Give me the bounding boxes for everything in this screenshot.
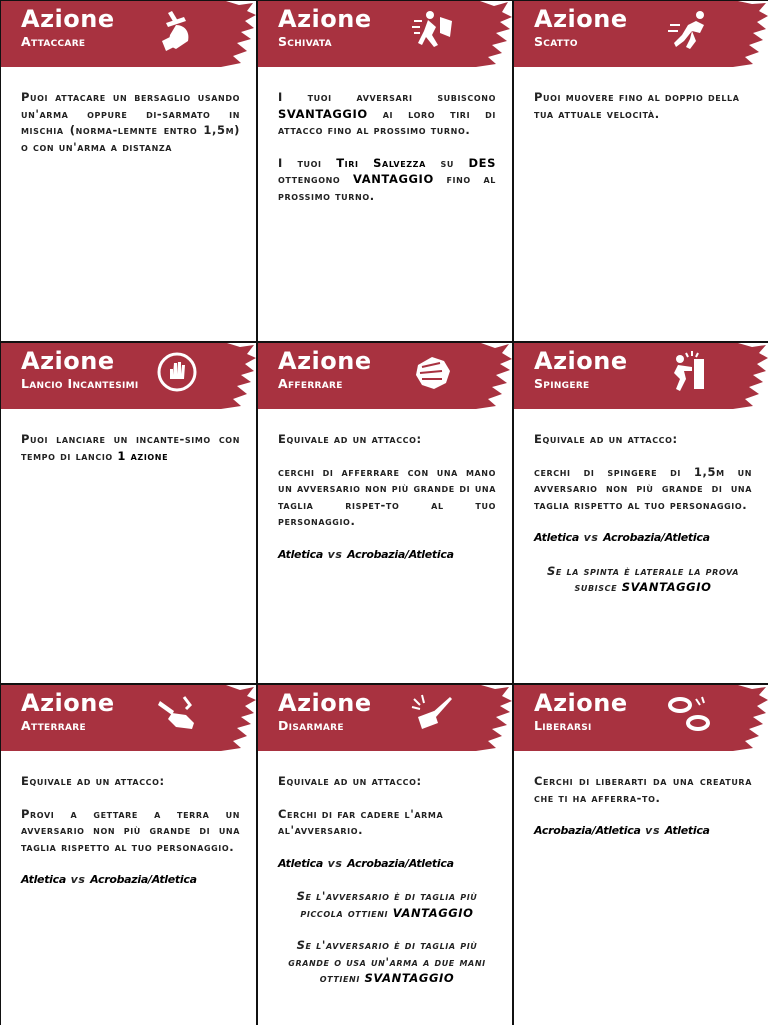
card-text: Provi a gettare a terra un avversario non più grande di una taglia rispetto al tuo personaggio.: [21, 806, 240, 854]
sprint-runner-icon: [666, 7, 712, 53]
card-header: [514, 1, 768, 67]
skill-check: Acrobazia/Atletica vs Atletica: [534, 824, 710, 837]
card-text: Cerchi di liberarti da una creatura che ti ha afferra-to.: [534, 774, 752, 805]
card-body: [21, 431, 240, 480]
skill-check: Atletica vs Acrobazia/Atletica: [278, 547, 454, 561]
card-body: [278, 89, 496, 220]
card-afferrare[interactable]: [258, 343, 512, 683]
card-note: Se l'avversario è di taglia più grande o usa un'arma a due mani ottieni SVANTAGGIO: [288, 938, 486, 985]
skill-check: Atletica vs Acrobazia/Atletica: [278, 856, 454, 870]
card-body: [534, 89, 752, 138]
card-text: Puoi attacare un bersaglio usando un'arma oppure di-sarmato in mischia (norma-lemnte entro 1,5m) o con un'arma a distanza: [21, 90, 240, 154]
card-header: [1, 685, 256, 751]
card-subtitle: Lancio Incantesimi: [21, 376, 139, 391]
card-subtitle: Disarmare: [278, 718, 344, 733]
card-scatto[interactable]: [514, 1, 768, 341]
card-text: I tuoi avversari subiscono SVANTAGGIO ai loro tiri di attacco fino al prossimo turno.: [278, 90, 496, 137]
disarm-icon: [410, 691, 456, 737]
card-body: [278, 431, 496, 579]
card-subtitle: Liberarsi: [534, 718, 592, 733]
card-text: Puoi muovere fino al doppio della tua attuale velocità.: [534, 90, 740, 121]
skill-check: Atletica vs Acrobazia/Atletica: [534, 531, 710, 544]
card-subtitle: Atterrare: [21, 718, 86, 733]
card-liberarsi[interactable]: [514, 685, 768, 1025]
card-note: Se la spinta è laterale la prova subisce SVANTAGGIO: [546, 563, 740, 594]
spell-hand-icon: [154, 349, 200, 395]
card-text: cerchi di spingere di 1,5m un avversario non più grande di una taglia rispetto al tuo personaggio.: [534, 464, 752, 512]
card-body: [21, 773, 240, 905]
card-text: Cerchi di far cadere l'arma al'avversario.: [278, 806, 444, 837]
card-lancio-incantesimi[interactable]: [1, 343, 256, 683]
card-note: Se l'avversario è di taglia più piccola ottieni VANTAGGIO: [296, 889, 478, 920]
card-header: [1, 343, 256, 409]
card-header: [258, 1, 512, 67]
card-header: [514, 685, 768, 751]
card-text: Equivale ad un attacco:: [534, 432, 678, 446]
card-title: Azione: [21, 689, 115, 717]
card-header: [1, 1, 256, 67]
card-body: [534, 773, 752, 856]
card-disarmare[interactable]: [258, 685, 512, 1025]
card-title: Azione: [21, 347, 115, 375]
card-body: [534, 431, 752, 612]
card-title: Azione: [21, 5, 115, 33]
card-title: Azione: [278, 347, 372, 375]
card-subtitle: Scatto: [534, 34, 578, 49]
trip-foot-icon: [154, 691, 200, 737]
card-schivata[interactable]: [258, 1, 512, 341]
card-header: [514, 343, 768, 409]
sword-hand-icon: [154, 7, 200, 53]
card-spingere[interactable]: [514, 343, 768, 683]
card-atterrare[interactable]: [1, 685, 256, 1025]
card-header: [258, 343, 512, 409]
card-header: [258, 685, 512, 751]
card-text: Equivale ad un attacco:: [278, 774, 422, 788]
card-subtitle: Attaccare: [21, 34, 86, 49]
card-text: I tuoi Tiri Salvezza su DES ottengono VANTAGGIO fino al prossimo turno.: [278, 155, 496, 203]
skill-check: Atletica vs Acrobazia/Atletica: [21, 873, 197, 886]
card-attaccare[interactable]: [1, 1, 256, 341]
push-figure-icon: [666, 349, 712, 395]
card-title: Azione: [534, 689, 628, 717]
dodge-runner-icon: [410, 7, 456, 53]
card-body: [278, 773, 496, 1003]
card-subtitle: Schivata: [278, 34, 332, 49]
card-text: Equivale ad un attacco:: [278, 432, 422, 446]
card-subtitle: Spingere: [534, 376, 590, 391]
grab-hand-icon: [410, 349, 456, 395]
card-title: Azione: [278, 5, 372, 33]
card-body: [21, 89, 240, 171]
card-title: Azione: [278, 689, 372, 717]
card-subtitle: Afferrare: [278, 376, 343, 391]
broken-chain-icon: [666, 691, 712, 737]
card-text: Equivale ad un attacco:: [21, 774, 165, 788]
card-text: cerchi di afferrare con una mano un avversario non più grande di una taglia rispet-to al tuo personaggio.: [278, 464, 497, 528]
card-title: Azione: [534, 347, 628, 375]
card-text: Puoi lanciare un incante-simo con tempo di lancio 1 azione: [21, 432, 240, 463]
card-title: Azione: [534, 5, 628, 33]
